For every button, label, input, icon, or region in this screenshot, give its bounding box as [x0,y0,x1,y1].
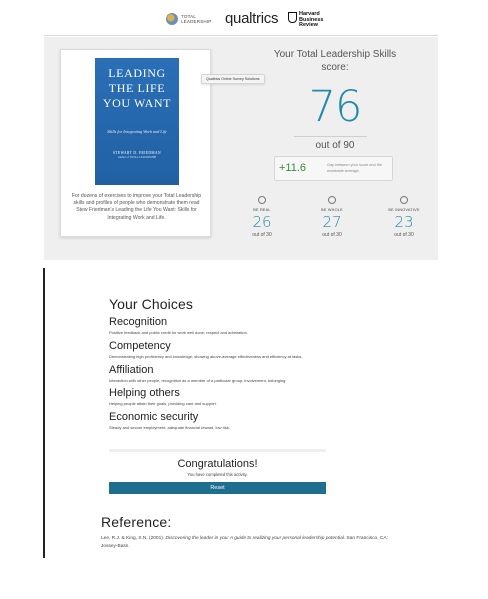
stat-out-of: out of 30 [322,232,342,238]
hbr-logo [288,12,323,29]
reference-book-title: Discovering the leader in you: A guide to realizing your personal leadership potential. [165,536,346,541]
choice-description: Interaction with other people, recognition as a member of a particular group; involvement, belonging. [109,377,287,383]
book-card[interactable] [60,49,211,237]
choice-name: Affiliation [109,363,154,376]
gap-box [274,156,393,181]
book-cover-author: STEWART D. FRIEDMAN [113,151,161,155]
reference-authors: Lee, R.J. & King, S.N. (2001). [101,536,165,541]
choice-description: Helping people attain their goals, providing care and support. [109,401,217,407]
choice-description: Steady and secure employment, adequate financial reward, low risk. [109,425,230,431]
choice-item [109,340,329,360]
stat-label: BE INNOVATIVE [388,208,420,212]
book-cover-subtitle: Skills for Integrating Work and Life [107,129,167,134]
stat-value: 27 [322,213,342,231]
choice-name: Economic security [109,411,199,424]
choices-title: Your Choices [109,296,193,312]
section-left-rule [43,268,45,558]
book-cover-author-note: Author of TOTAL LEADERSHIP [117,156,157,159]
choice-name: Helping others [109,387,180,400]
score-out-of: out of 90 [315,140,355,151]
book-description: For dozens of exercises to improve your Total Leadership skills and profiles of people who demonstrate them read Stew Friedman's Leading the Life You Want: Skills for Integrating Work and Life. [71,193,202,221]
circle-icon [328,196,336,204]
reference-publisher: San Francisco, CA: Jossey-Bass. [101,536,388,549]
tooltip: Qualtrics Online Survey Solutions [201,74,265,84]
gap-value: +11.6 [279,162,307,174]
stat-be-innovative [382,196,426,238]
choice-description: Demonstrating high proficiency and knowledge; showing above-average effectiveness and efficiency at tasks. [109,353,303,359]
reference-text [101,535,391,550]
book-cover-image[interactable] [95,58,179,185]
choice-description: Positive feedback and public credit for work well done; respect and admiration. [109,330,248,335]
reset-button[interactable]: Reset [109,482,326,494]
choice-item [109,387,329,407]
circle-icon [400,196,408,204]
qualtrics-logo: qualtrics [225,10,279,27]
book-cover-title: LEADING THE LIFE YOU WANT [102,66,172,110]
choice-name: Recognition [109,316,168,328]
stat-value: 26 [252,213,272,231]
circle-icon [258,196,266,204]
stat-label: BE REAL [253,208,271,212]
score-heading: Your Total Leadership Skills score: [273,49,397,73]
score-value: 76 [308,82,362,132]
choice-name: Competency [109,339,171,352]
stat-be-whole [310,196,354,238]
stat-value: 23 [394,213,414,231]
score-divider [294,136,367,137]
congrats-subtitle: You have completed this activity. [187,472,248,477]
hbr-logo-text: Harvard Business Review [299,11,324,28]
stat-be-real [240,196,284,238]
reference-title: Reference: [101,514,172,530]
hbr-shield-icon [288,12,297,23]
choice-item [109,316,329,336]
total-leadership-logo [166,13,212,25]
congrats-title: Congratulations! [177,458,258,470]
congrats-box [109,449,326,469]
score-panel [44,37,438,260]
stat-out-of: out of 30 [252,232,272,238]
choice-item [109,411,329,431]
choice-item [109,364,329,384]
choices-section [109,296,329,431]
total-leadership-logo-text: TOTAL LEADERSHIP [181,14,212,24]
gap-description: Gap between your score and the worldwide average. [327,163,383,173]
stat-out-of: out of 30 [394,232,414,238]
logo-strip [44,0,438,36]
total-leadership-logo-icon [166,13,178,25]
stat-label: BE WHOLE [321,208,343,212]
